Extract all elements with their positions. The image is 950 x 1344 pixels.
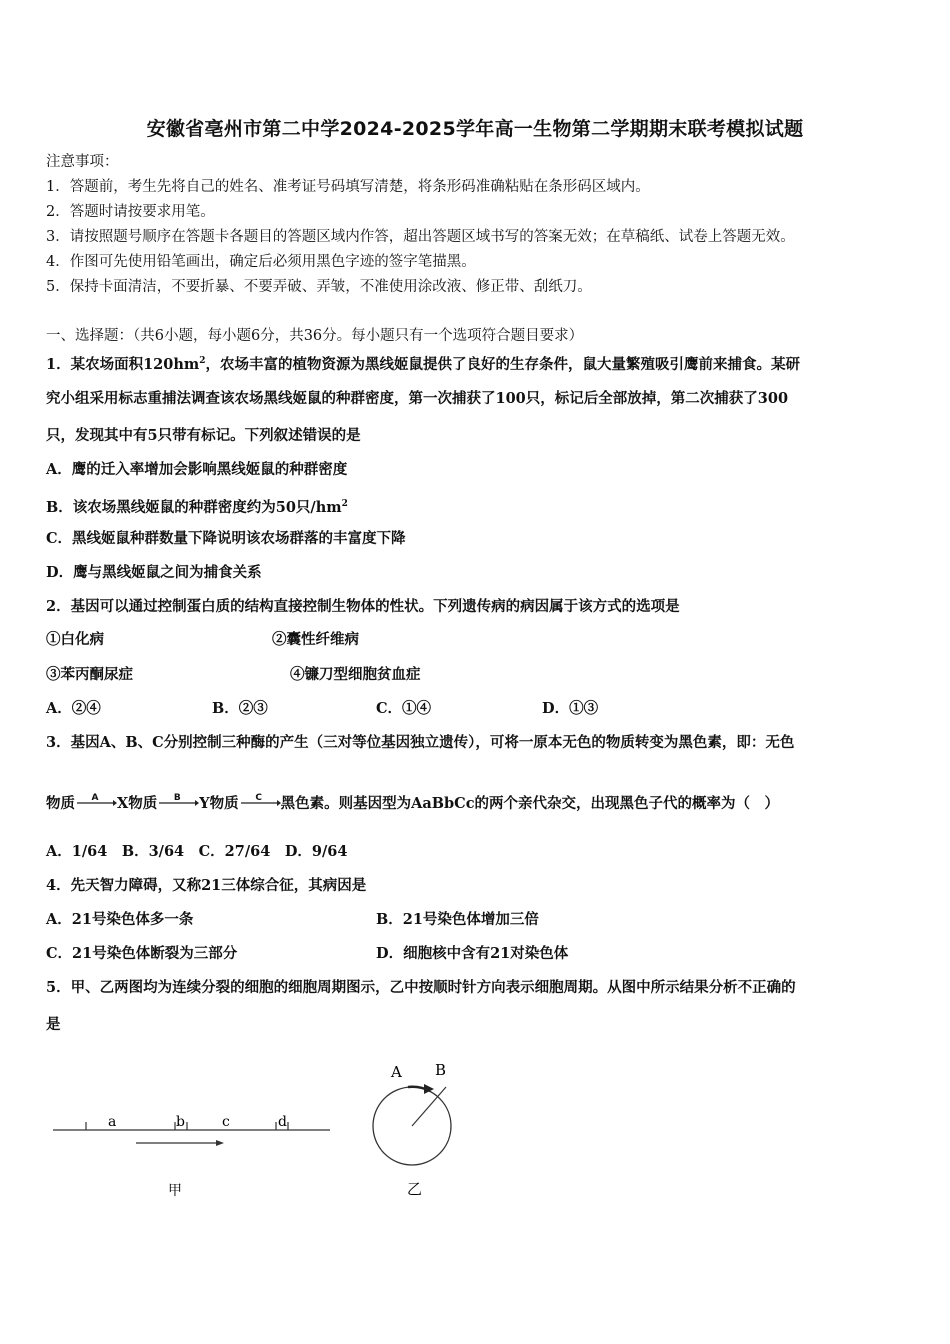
notice-item-4: 4．作图可先使用铅笔画出，确定后必须用黑色字迹的签字笔描黑。 <box>46 254 476 270</box>
direction-arrow-icon <box>216 1140 224 1146</box>
q2-stem: 2．基因可以通过控制蛋白质的结构直接控制生物体的性状。下列遗传病的病因属于该方式的选项是 <box>46 598 680 615</box>
q2-item-4: ④镰刀型细胞贫血症 <box>290 666 421 683</box>
q2-item-1: ①白化病 <box>46 631 104 648</box>
reaction-arrow-a <box>75 794 117 814</box>
reaction-arrow-c <box>239 794 281 814</box>
q2-option-c: C．①④ <box>376 700 432 717</box>
q1-stem-line1-a: 1．某农场面积120hm <box>46 355 200 373</box>
q1-option-d: D．鹰与黑线姬鼠之间为捕食关系 <box>46 564 262 581</box>
point-label-a: A <box>391 1063 402 1081</box>
segment-label-a: a <box>108 1114 117 1130</box>
q1-option-c: C．黑线姬鼠种群数量下降说明该农场群落的丰富度下降 <box>46 530 406 547</box>
arrow-c-icon <box>239 794 281 814</box>
q3-options: A．1/64 B．3/64 C．27/64 D．9/64 <box>46 843 348 860</box>
notice-item-2: 2．答题时请按要求用笔。 <box>46 204 215 220</box>
arrow-b-icon <box>157 794 199 814</box>
q1-option-b-sup: 2 <box>341 499 348 509</box>
page-title: 安徽省亳州市第二中学2024-2025学年高一生物第二学期期末联考模拟试题 <box>146 118 804 140</box>
arrow-label-c: C <box>255 793 262 803</box>
q3-stem: 3．基因A、B、C分别控制三种酶的产生（三对等位基因独立遗传），可将一原本无色的物质转变为黑色素，即：无色 <box>46 734 795 751</box>
q4-option-a: A．21号染色体多一条 <box>46 911 194 928</box>
section-heading: 一、选择题：（共6小题，每小题6分，共36分。每小题只有一个选项符合题目要求） <box>46 328 584 344</box>
figure-yi <box>360 1055 480 1205</box>
q5-stem-line2: 是 <box>46 1016 61 1033</box>
segment-label-d: d <box>278 1114 287 1130</box>
q2-item-3: ③苯丙酮尿症 <box>46 666 133 683</box>
q2-option-b: B．②③ <box>212 700 268 717</box>
q1-stem-line3: 只，发现其中有5只带有标记。下列叙述错误的是 <box>46 427 361 444</box>
q3-pathway <box>46 794 779 814</box>
notice-heading: 注意事项： <box>46 154 119 170</box>
q2-option-a: A．②④ <box>46 700 101 717</box>
q3-word-1: 物质 <box>46 795 75 812</box>
q5-stem-line1: 5．甲、乙两图均为连续分裂的细胞的细胞周期图示，乙中按顺时针方向表示细胞周期。从图中所示结果分析不正确的 <box>46 979 796 996</box>
reaction-arrow-b <box>157 794 199 814</box>
q3-word-2: X物质 <box>117 795 158 812</box>
notice-item-3: 3．请按照题号顺序在答题卡各题目的答题区域内作答，超出答题区域书写的答案无效；在草稿纸、试卷上答题无效。 <box>46 229 795 245</box>
q2-option-d: D．①③ <box>542 700 599 717</box>
q1-option-a: A．鹰的迁入率增加会影响黑线姬鼠的种群密度 <box>46 461 348 478</box>
point-label-b: B <box>435 1061 447 1079</box>
segment-label-c: c <box>222 1114 230 1130</box>
q4-stem: 4．先天智力障碍，又称21三体综合征，其病因是 <box>46 877 367 894</box>
arrow-label-a: A <box>91 793 99 803</box>
arrow-label-b: B <box>173 793 181 803</box>
notice-item-5: 5．保持卡面清洁，不要折暴、不要弄破、弄皱，不准使用涂改液、修正带、刮纸刀。 <box>46 279 592 295</box>
q4-option-d: D．细胞核中含有21对染色体 <box>376 945 569 962</box>
q3-word-4: 黑色素。则基因型为AaBbCc的两个亲代杂交，出现黑色子代的概率为（ ） <box>280 795 780 812</box>
q1-stem-line1-b: ，农场丰富的植物资源为黑线姬鼠提供了良好的生存条件，鼠大量繁殖吸引鹰前来捕食。某研 <box>205 355 801 373</box>
q1-option-b <box>46 494 348 518</box>
q2-item-2: ②囊性纤维病 <box>272 631 359 648</box>
figure-jia <box>50 1100 335 1210</box>
q3-word-3: Y物质 <box>199 795 239 812</box>
figure-jia-caption: 甲 <box>168 1183 182 1199</box>
q1-stem-line2: 究小组采用标志重捕法调查该农场黑线姬鼠的种群密度，第一次捕获了100只，标记后全部放掉，第二次捕获了300 <box>46 390 789 407</box>
q1-option-b-text: B．该农场黑线姬鼠的种群密度约为50只/hm <box>46 498 342 516</box>
arrow-a-icon <box>75 794 117 814</box>
q1-stem-line1 <box>46 351 800 375</box>
q4-option-b: B．21号染色体增加三倍 <box>376 911 539 928</box>
notice-item-1: 1．答题前，考生先将自己的姓名、准考证号码填写清楚，将条形码准确粘贴在条形码区域内。 <box>46 179 650 195</box>
figure-yi-caption: 乙 <box>407 1180 423 1198</box>
q4-option-c: C．21号染色体断裂为三部分 <box>46 945 238 962</box>
cycle-radius <box>412 1087 446 1126</box>
segment-label-b: b <box>176 1114 185 1130</box>
q1-superscript: 2 <box>199 356 206 366</box>
